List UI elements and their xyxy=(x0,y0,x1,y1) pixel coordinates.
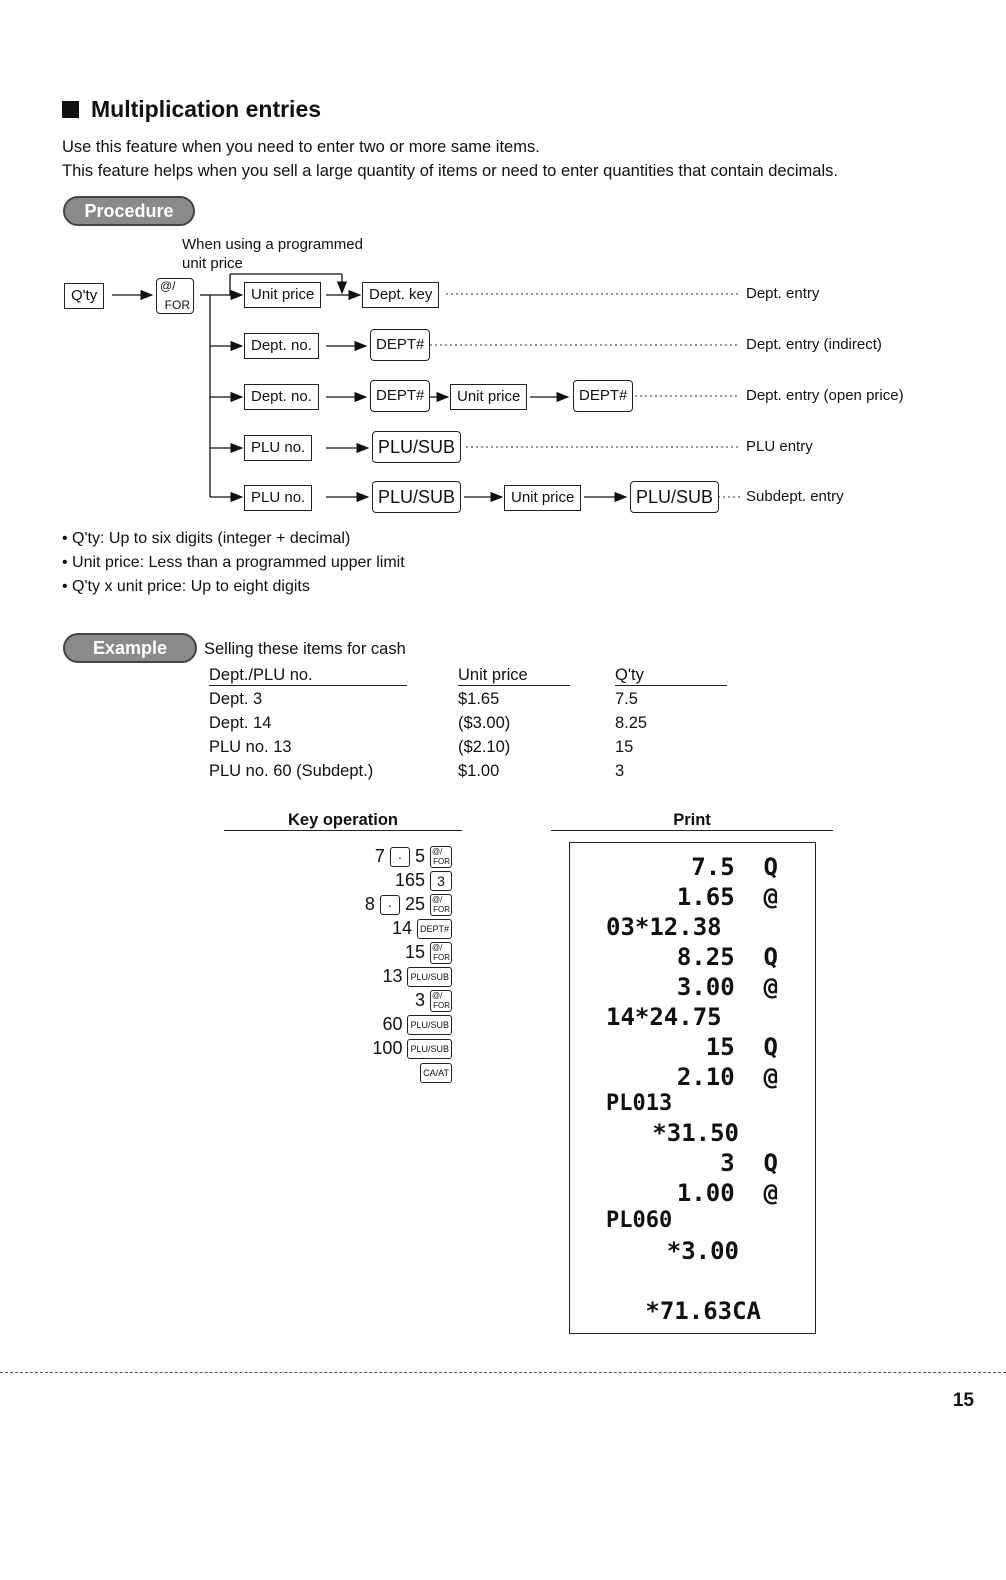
key-row-3-num: 8 xyxy=(364,894,375,914)
note-qty: • Q'ty: Up to six digits (integer + decimal) xyxy=(62,530,351,547)
plu-no-box-1: PLU no. xyxy=(244,435,312,461)
dept-no-box-2: Dept. no. xyxy=(244,384,319,410)
plu-sub-key-2: PLU/SUB xyxy=(372,481,461,513)
print-header: Print xyxy=(551,811,833,831)
receipt-line-8: 2.10 @ xyxy=(676,1063,778,1091)
result-subdept-entry: Subdept. entry xyxy=(746,488,844,505)
plu-sub-key-small: PLU/SUB xyxy=(407,1015,452,1035)
key-row-6-num: 13 xyxy=(382,966,403,986)
multiply-for-key-small: @/ FOR xyxy=(432,991,450,1011)
key-row-10 xyxy=(420,1062,452,1083)
receipt-line-11: 3 Q xyxy=(720,1149,778,1177)
receipt-line-2: 1.65 @ xyxy=(676,883,778,911)
note-unit-price: • Unit price: Less than a programmed upper limit xyxy=(62,554,405,571)
decimal-point-key: · xyxy=(390,847,410,867)
row-1-price: $1.65 xyxy=(458,690,500,708)
row-2-price: ($3.00) xyxy=(458,714,511,732)
row-4-qty: 3 xyxy=(615,762,625,780)
unit-price-box-2: Unit price xyxy=(450,384,527,410)
decimal-point-key: · xyxy=(380,895,400,915)
key-row-4-num: 14 xyxy=(391,918,412,938)
row-2-item: Dept. 14 xyxy=(209,714,272,732)
intro-line-1: Use this feature when you need to enter two or more same items. xyxy=(62,138,540,156)
dept-key-box: Dept. key xyxy=(362,282,439,308)
unit-price-box-1: Unit price xyxy=(244,282,321,308)
result-dept-open: Dept. entry (open price) xyxy=(746,387,904,404)
key-row-2 xyxy=(395,870,452,891)
key-row-1-num2: 5 xyxy=(414,846,425,866)
row-3-price: ($2.10) xyxy=(458,738,511,756)
diagram-connectors xyxy=(0,0,1006,540)
receipt-line-14: *3.00 xyxy=(666,1237,739,1265)
result-dept-entry: Dept. entry xyxy=(746,285,820,302)
unit-price-box-3: Unit price xyxy=(504,485,581,511)
col-header-qty: Q'ty xyxy=(615,666,727,686)
key-row-4 xyxy=(392,918,452,939)
diagram-note-line-2: unit price xyxy=(182,255,243,272)
row-2-qty: 8.25 xyxy=(615,714,648,732)
dept-hash-key-3: DEPT# xyxy=(573,380,633,412)
cash-key-small: CA/AT xyxy=(420,1063,452,1083)
receipt-line-13: PL060 xyxy=(606,1208,673,1233)
key-row-5-num: 15 xyxy=(404,942,425,962)
receipt-line-1: 7.5 Q xyxy=(691,853,778,881)
plu-sub-key-3: PLU/SUB xyxy=(630,481,719,513)
for-key-bottom: FOR xyxy=(164,298,190,312)
key-row-3-num2: 25 xyxy=(404,894,425,914)
key-row-3 xyxy=(365,894,452,916)
row-1-item: Dept. 3 xyxy=(209,690,263,708)
for-key-top: @/ xyxy=(160,279,176,293)
receipt-line-6: 14*24.75 xyxy=(606,1003,722,1031)
key-row-1 xyxy=(375,846,452,868)
key-row-6 xyxy=(382,966,452,987)
page-number: 15 xyxy=(952,1390,974,1411)
receipt-line-7: 15 Q xyxy=(705,1033,778,1061)
key-row-8-num: 60 xyxy=(382,1014,403,1034)
key-row-9-num: 100 xyxy=(372,1038,403,1058)
receipt-line-3: 03*12.38 xyxy=(606,913,722,941)
row-3-qty: 15 xyxy=(615,738,634,756)
intro-line-2: This feature helps when you sell a large quantity of items or need to enter quantities that contain decimals. xyxy=(62,162,838,180)
plu-no-box-2: PLU no. xyxy=(244,485,312,511)
diagram-note-line-1: When using a programmed xyxy=(182,236,363,253)
dept-3-key: 3 xyxy=(430,871,452,891)
row-1-qty: 7.5 xyxy=(615,690,638,708)
row-3-item: PLU no. 13 xyxy=(209,738,292,756)
receipt xyxy=(569,842,816,1334)
dept-hash-key-2: DEPT# xyxy=(370,380,430,412)
dept-hash-key-small: DEPT# xyxy=(417,919,452,939)
receipt-line-15: *71.63CA xyxy=(645,1297,761,1325)
plu-sub-key-small: PLU/SUB xyxy=(407,967,452,987)
key-row-8 xyxy=(382,1014,452,1035)
row-4-price: $1.00 xyxy=(458,762,500,780)
note-product: • Q'ty x unit price: Up to eight digits xyxy=(62,578,310,595)
key-operation-header: Key operation xyxy=(224,811,462,831)
multiply-for-key-small: @/ FOR xyxy=(432,847,450,867)
table-row xyxy=(209,690,262,709)
key-row-2-num: 165 xyxy=(394,870,425,890)
title-text: Multiplication entries xyxy=(91,96,322,122)
plu-sub-key-small: PLU/SUB xyxy=(407,1039,452,1059)
procedure-badge: Procedure xyxy=(63,196,195,226)
key-row-9 xyxy=(372,1038,452,1059)
result-dept-indirect: Dept. entry (indirect) xyxy=(746,336,882,353)
dept-no-box-1: Dept. no. xyxy=(244,333,319,359)
example-badge: Example xyxy=(63,633,197,663)
multiply-for-key-small: @/ FOR xyxy=(432,943,450,963)
plu-sub-key-1: PLU/SUB xyxy=(372,431,461,463)
col-header-unit-price: Unit price xyxy=(458,666,570,686)
dept-hash-key-1: DEPT# xyxy=(370,329,430,361)
col-header-dept: Dept./PLU no. xyxy=(209,666,407,686)
key-row-1-num: 7 xyxy=(374,846,385,866)
key-row-7 xyxy=(415,990,452,1012)
receipt-line-12: 1.00 @ xyxy=(676,1179,778,1207)
qty-box: Q'ty xyxy=(64,283,104,309)
key-row-5 xyxy=(405,942,452,964)
receipt-line-5: 3.00 @ xyxy=(676,973,778,1001)
receipt-line-10: *31.50 xyxy=(652,1119,739,1147)
multiply-for-key xyxy=(156,278,194,314)
multiply-for-key-small: @/ FOR xyxy=(432,895,450,915)
footer-divider xyxy=(0,1372,1006,1373)
row-4-item: PLU no. 60 (Subdept.) xyxy=(209,762,374,780)
receipt-line-4: 8.25 Q xyxy=(676,943,778,971)
key-row-7-num: 3 xyxy=(414,990,425,1010)
receipt-line-9: PL013 xyxy=(606,1091,673,1116)
example-caption: Selling these items for cash xyxy=(204,640,406,658)
result-plu-entry: PLU entry xyxy=(746,438,813,455)
